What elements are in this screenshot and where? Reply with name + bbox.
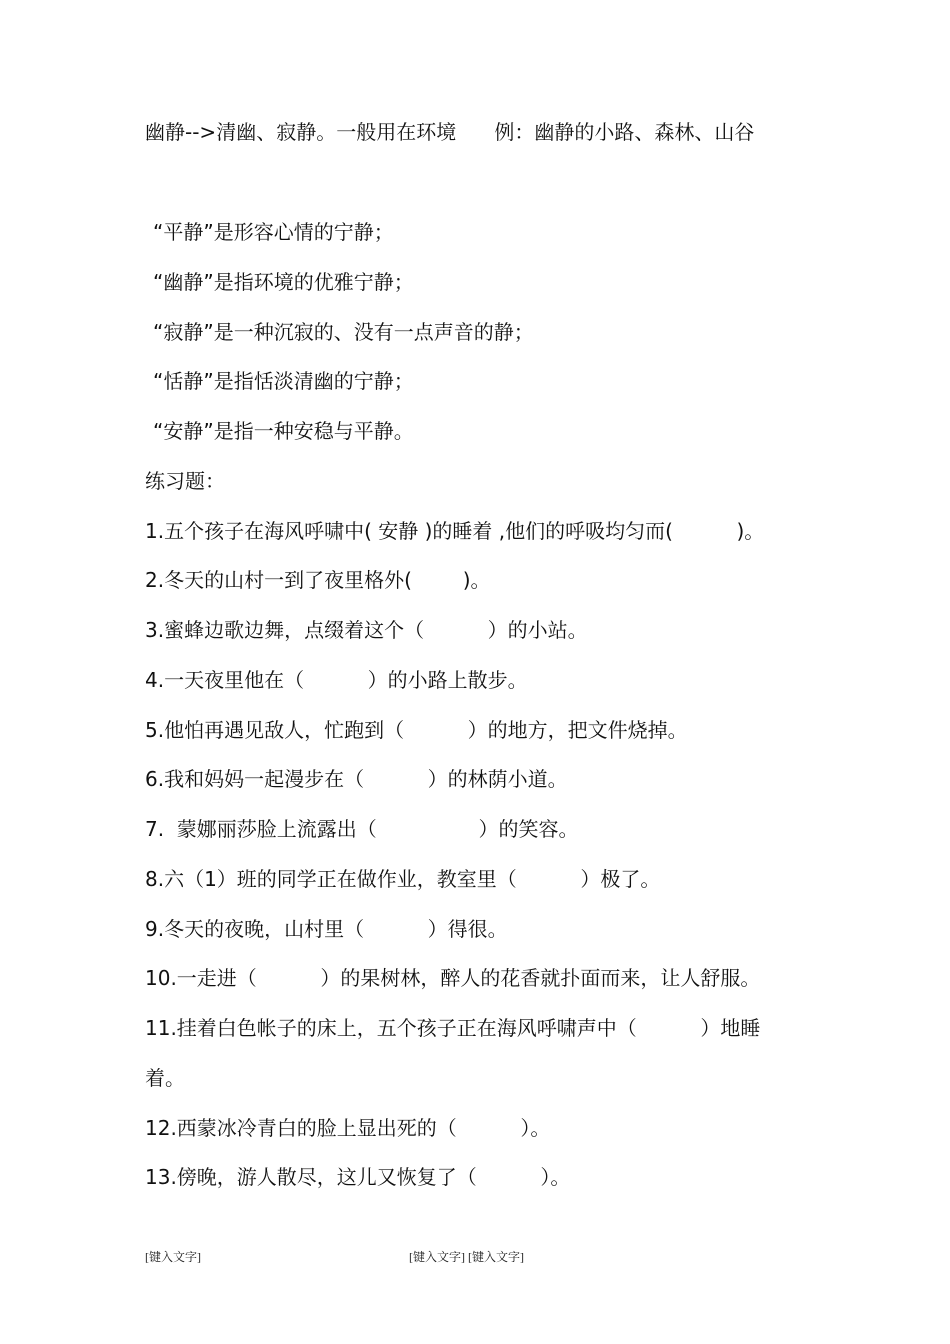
exercise-item-9: 9.冬天的夜晚，山村里（ ）得很。	[145, 917, 508, 941]
exercises-heading: 练习题：	[145, 469, 225, 493]
exercise-item-3: 3.蜜蜂边歌边舞，点缀着这个（ ）的小站。	[145, 618, 588, 642]
footer-left-placeholder: [键入文字]	[145, 1250, 201, 1264]
exercise-item-2: 2.冬天的山村一到了夜里格外( )。	[145, 568, 491, 592]
exercise-item-10: 10.一走进（ ）的果树林，醉人的花香就扑面而来，让人舒服。	[145, 966, 761, 990]
explanation-jijing: “寂静”是一种沉寂的、没有一点声音的静；	[153, 320, 534, 344]
exercise-item-1: 1.五个孩子在海风呼啸中( 安静 )的睡着 ,他们的呼吸均匀而( )。	[145, 519, 765, 543]
explanation-pingjing: “平静”是形容心情的宁静；	[153, 220, 394, 244]
exercise-item-12: 12.西蒙冰冷青白的脸上显出死的（ ）。	[145, 1116, 551, 1140]
exercise-item-7: 7. 蒙娜丽莎脸上流露出（ ）的笑容。	[145, 817, 579, 841]
explanation-tianjing: “恬静”是指恬淡清幽的宁静；	[153, 369, 414, 393]
exercise-item-11-continued: 着。	[145, 1066, 185, 1090]
exercise-item-11: 11.挂着白色帐子的床上，五个孩子正在海风呼啸声中（ ）地睡	[145, 1016, 761, 1040]
exercise-item-8: 8.六（1）班的同学正在做作业，教室里（ ）极了。	[145, 867, 661, 891]
exercise-item-5: 5.他怕再遇见敌人，忙跑到（ ）的地方，把文件烧掉。	[145, 718, 688, 742]
explanation-youjing: “幽静”是指环境的优雅宁静；	[153, 270, 414, 294]
footer-center-placeholder: [键入文字] [键入文字]	[409, 1250, 524, 1264]
explanation-anjing: “安静”是指一种安稳与平静。	[153, 419, 414, 443]
exercise-item-13: 13.傍晚，游人散尽，这儿又恢复了（ ）。	[145, 1165, 571, 1189]
definition-line: 幽静-->清幽、寂静。一般用在环境 例：幽静的小路、森林、山谷	[145, 120, 755, 144]
exercise-item-6: 6.我和妈妈一起漫步在（ ）的林荫小道。	[145, 767, 568, 791]
exercise-item-4: 4.一天夜里他在（ ）的小路上散步。	[145, 668, 528, 692]
